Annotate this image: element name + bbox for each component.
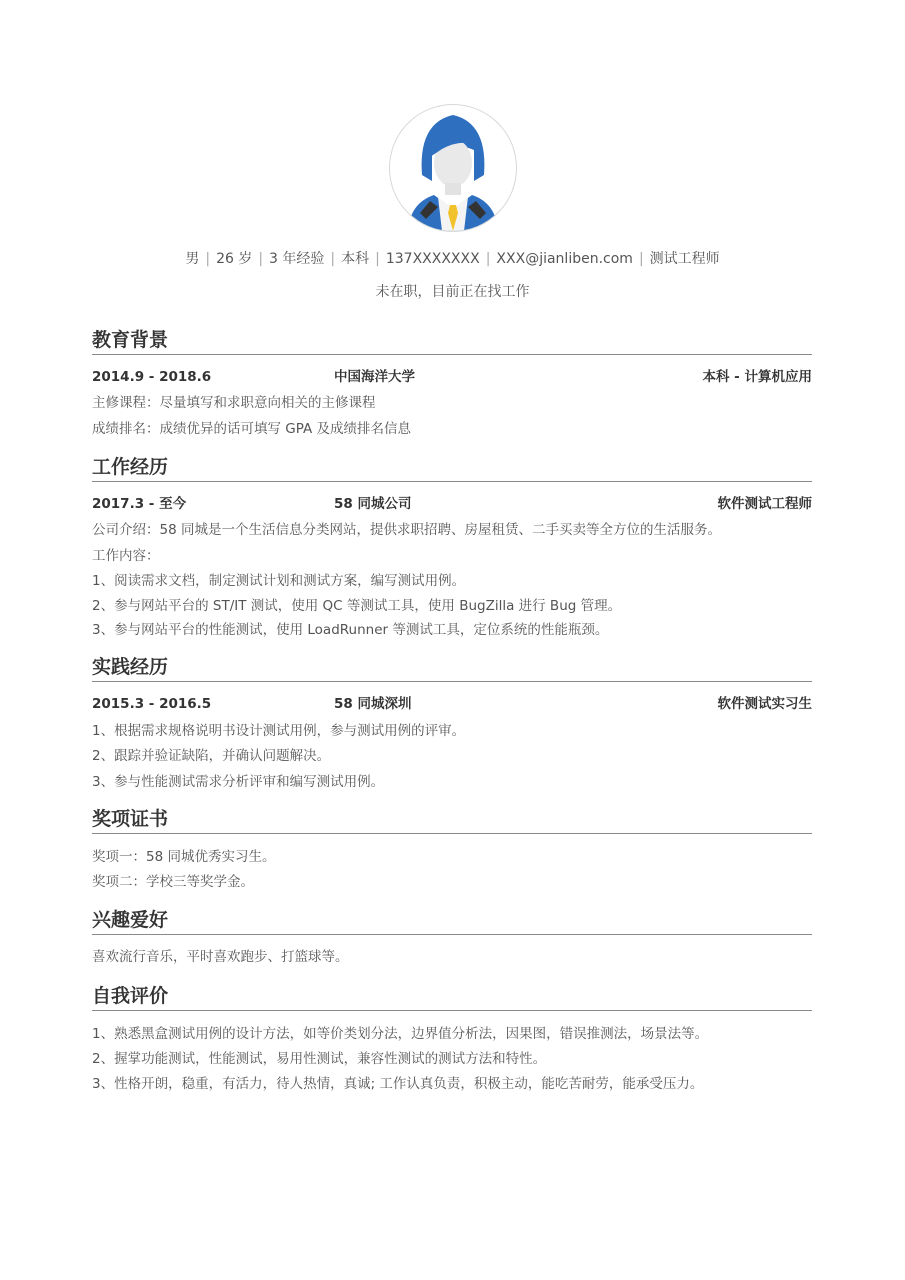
practice-line: 1、根据需求规格说明书设计测试用例，参与测试用例的评审。: [92, 723, 466, 739]
section-title-education: 教育背景: [92, 327, 812, 355]
education-line: 主修课程：尽量填写和求职意向相关的主修课程: [92, 395, 376, 411]
section-title-self-evaluation: 自我评价: [92, 983, 812, 1011]
self-evaluation-line: 3、性格开朗，稳重，有活力，待人热情，真诚; 工作认真负责，积极主动，能吃苦耐劳，能承受压力。: [92, 1076, 704, 1092]
education-school: 中国海洋大学: [334, 369, 415, 385]
award-line: 奖项二：学校三等奖学金。: [92, 874, 254, 890]
education-major: 本科 - 计算机应用: [702, 369, 812, 385]
work-line: 2、参与网站平台的 ST/IT 测试，使用 QC 等测试工具，使用 BugZilla 进行 Bug 管理。: [92, 598, 622, 614]
section-title-awards: 奖项证书: [92, 806, 812, 834]
practice-company: 58 同城深圳: [334, 696, 412, 712]
age-text: 26 岁: [216, 251, 253, 267]
work-line: 公司介绍：58 同城是一个生活信息分类网站，提供求职招聘、房屋租赁、二手买卖等全方位的生活服务。: [92, 522, 721, 538]
person-avatar-icon: [390, 105, 516, 231]
avatar: [389, 104, 517, 232]
position-text: 测试工程师: [649, 251, 720, 267]
contact-info-line: 男 | 26 岁 | 3 年经验 | 本科 | 137XXXXXXX | XXX@jianliben.com | 测试工程师: [185, 251, 720, 267]
gender-text: 男: [185, 251, 200, 267]
work-role: 软件测试工程师: [717, 496, 812, 512]
work-row: [92, 494, 812, 514]
work-line: 1、阅读需求文档，制定测试计划和测试方案，编写测试用例。: [92, 573, 466, 589]
section-title-practice: 实践经历: [92, 654, 812, 682]
section-title-hobbies: 兴趣爱好: [92, 907, 812, 935]
experience-text: 3 年经验: [269, 251, 325, 267]
work-line: 工作内容：: [92, 548, 160, 564]
education-line: 成绩排名：成绩优异的话可填写 GPA 及成绩排名信息: [92, 421, 412, 437]
practice-row: [92, 694, 812, 714]
phone-text: 137XXXXXXX: [385, 251, 480, 267]
practice-line: 2、跟踪并验证缺陷，并确认问题解决。: [92, 748, 331, 764]
email-text: XXX@jianliben.com: [496, 251, 633, 267]
education-row: [92, 367, 812, 387]
practice-line: 3、参与性能测试需求分析评审和编写测试用例。: [92, 774, 385, 790]
degree-text: 本科: [341, 251, 370, 267]
award-line: 奖项一：58 同城优秀实习生。: [92, 849, 276, 865]
work-date: 2017.3 - 至今: [92, 496, 187, 512]
practice-role: 软件测试实习生: [717, 696, 812, 712]
self-evaluation-line: 1、熟悉黑盒测试用例的设计方法，如等价类划分法，边界值分析法，因果图，错误推测法，场景法等。: [92, 1026, 709, 1042]
work-company: 58 同城公司: [334, 496, 412, 512]
section-title-work: 工作经历: [92, 454, 812, 482]
practice-date: 2015.3 - 2016.5: [92, 696, 212, 712]
work-line: 3、参与网站平台的性能测试，使用 LoadRunner 等测试工具，定位系统的性能瓶颈。: [92, 622, 609, 638]
hobby-line: 喜欢流行音乐，平时喜欢跑步、打篮球等。: [92, 949, 349, 965]
self-evaluation-line: 2、握掌功能测试，性能测试，易用性测试，兼容性测试的测试方法和特性。: [92, 1051, 547, 1067]
job-status-text: 未在职，目前正在找工作: [375, 284, 530, 300]
education-date: 2014.9 - 2018.6: [92, 369, 212, 385]
